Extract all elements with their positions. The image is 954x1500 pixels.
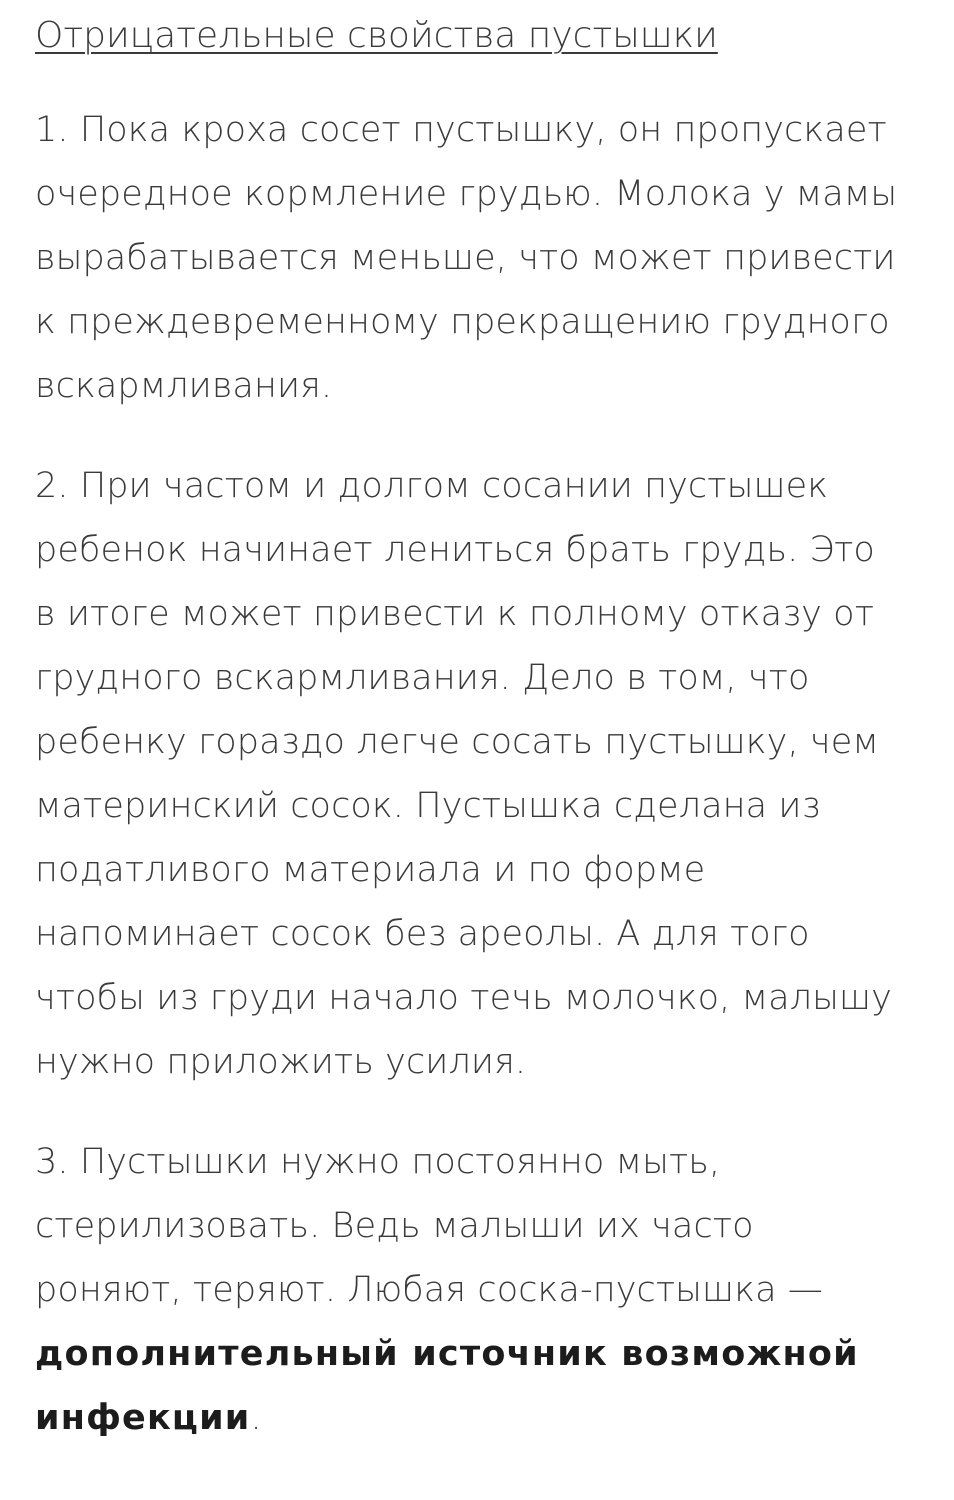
paragraph-3-text: 3. Пустышки нужно постоянно мыть, стерилизовать. Ведь малыши их часто роняют, теряют. Любая соска-пустышка — [35,1142,823,1310]
paragraph-3-bold-text: дополнительный источник возможной инфекции [35,1334,859,1438]
paragraph-2: 2. При частом и долгом сосании пустышек ребенок начинает лениться брать грудь. Это в итоге может привести к полному отказу от грудного вскармливания. Дело в том, что ребенку гораздо легче сосать пустышку, чем материнский сосок. Пустышка сделана из податливого материала и по форме напоминает сосок без ареолы. А для того чтобы из груди начало течь молочко, малышу нужно приложить усилия. [35,466,892,1082]
paragraph-3-end: . [250,1398,262,1438]
paragraph-3 [35,1130,900,1450]
section-title-link[interactable]: Отрицательные свойства пустышки [35,15,718,56]
paragraph-1: 1. Пока кроха сосет пустышку, он пропускает очередное кормление грудью. Молока у мамы вырабатывается меньше, что может привести к преждевременному прекращению грудного вскармливания. [35,110,898,406]
